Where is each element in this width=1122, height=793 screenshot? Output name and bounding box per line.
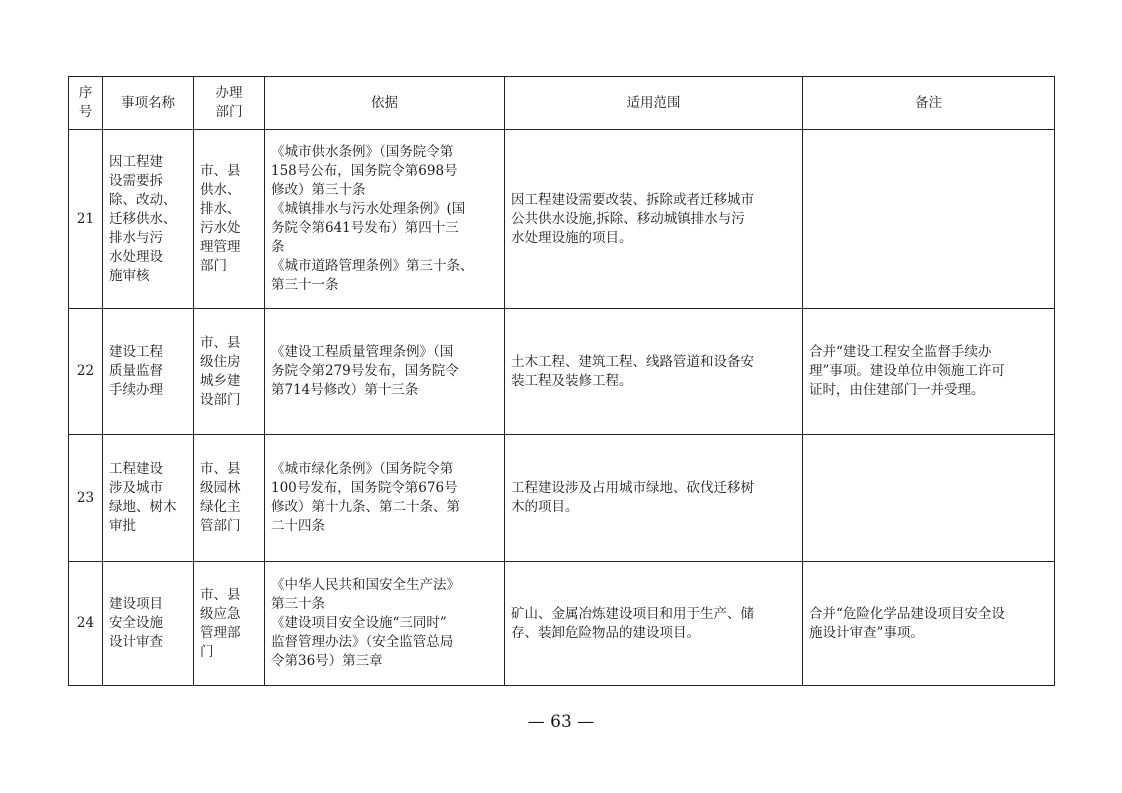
row-serial-number: 24	[69, 562, 103, 686]
row-legal-basis: 《城市绿化条例》（国务院令第 100号发布，国务院令第676号 修改）第十九条、第二十条、第 二十四条	[265, 435, 505, 562]
row-scope: 因工程建设需要改装、拆除或者迁移城市 公共供水设施,拆除、移动城镇排水与污 水处理设施的项目。	[505, 130, 803, 309]
table-row	[69, 130, 1055, 309]
row-remarks: 合并“建设工程安全监督手续办 理”事项。建设单位申领施工许可 证时，由住建部门一并受理。	[803, 309, 1055, 435]
header-serial-number: 序 号	[69, 77, 103, 130]
page-number: — 63 —	[527, 712, 595, 732]
header-department: 办理 部门	[194, 77, 265, 130]
row-department: 市、县 级住房 城乡建 设部门	[194, 309, 265, 435]
row-item-name: 建设工程 质量监督 手续办理	[103, 309, 194, 435]
row-legal-basis: 《中华人民共和国安全生产法》 第三十条 《建设项目安全设施“三同时” 监督管理办法》（安全监管总局 令第36号）第三章	[265, 562, 505, 686]
row-scope: 工程建设涉及占用城市绿地、砍伐迁移树 木的项目。	[505, 435, 803, 562]
row-scope: 矿山、金属冶炼建设项目和用于生产、储 存、装卸危险物品的建设项目。	[505, 562, 803, 686]
row-remarks	[803, 130, 1055, 309]
table-row	[69, 435, 1055, 562]
header-legal-basis: 依据	[265, 77, 505, 130]
approval-items-table	[68, 76, 1055, 686]
table-row	[69, 562, 1055, 686]
row-remarks: 合并“危险化学品建设项目安全设 施设计审查”事项。	[803, 562, 1055, 686]
row-remarks	[803, 435, 1055, 562]
row-item-name: 建设项目 安全设施 设计审查	[103, 562, 194, 686]
row-department: 市、县 供水、 排水、 污水处 理管理 部门	[194, 130, 265, 309]
table-row	[69, 309, 1055, 435]
row-department: 市、县 级园林 绿化主 管部门	[194, 435, 265, 562]
row-serial-number: 23	[69, 435, 103, 562]
row-department: 市、县 级应急 管理部 门	[194, 562, 265, 686]
header-scope: 适用范围	[505, 77, 803, 130]
row-serial-number: 22	[69, 309, 103, 435]
row-legal-basis: 《建设工程质量管理条例》（国 务院令第279号发布，国务院令 第714号修改）第十三条	[265, 309, 505, 435]
row-serial-number: 21	[69, 130, 103, 309]
table-header-row	[69, 77, 1055, 130]
row-scope: 土木工程、建筑工程、线路管道和设备安 装工程及装修工程。	[505, 309, 803, 435]
row-item-name: 因工程建 设需要拆 除、改动、 迁移供水、 排水与污 水处理设 施审核	[103, 130, 194, 309]
header-item-name: 事项名称	[103, 77, 194, 130]
row-item-name: 工程建设 涉及城市 绿地、树木 审批	[103, 435, 194, 562]
header-remarks: 备注	[803, 77, 1055, 130]
row-legal-basis: 《城市供水条例》（国务院令第 158号公布，国务院令第698号 修改）第三十条 《城镇排水与污水处理条例》(国 务院令第641号发布）第四十三 条 《城市道路管理条例》第三十条、 第三十一条	[265, 130, 505, 309]
